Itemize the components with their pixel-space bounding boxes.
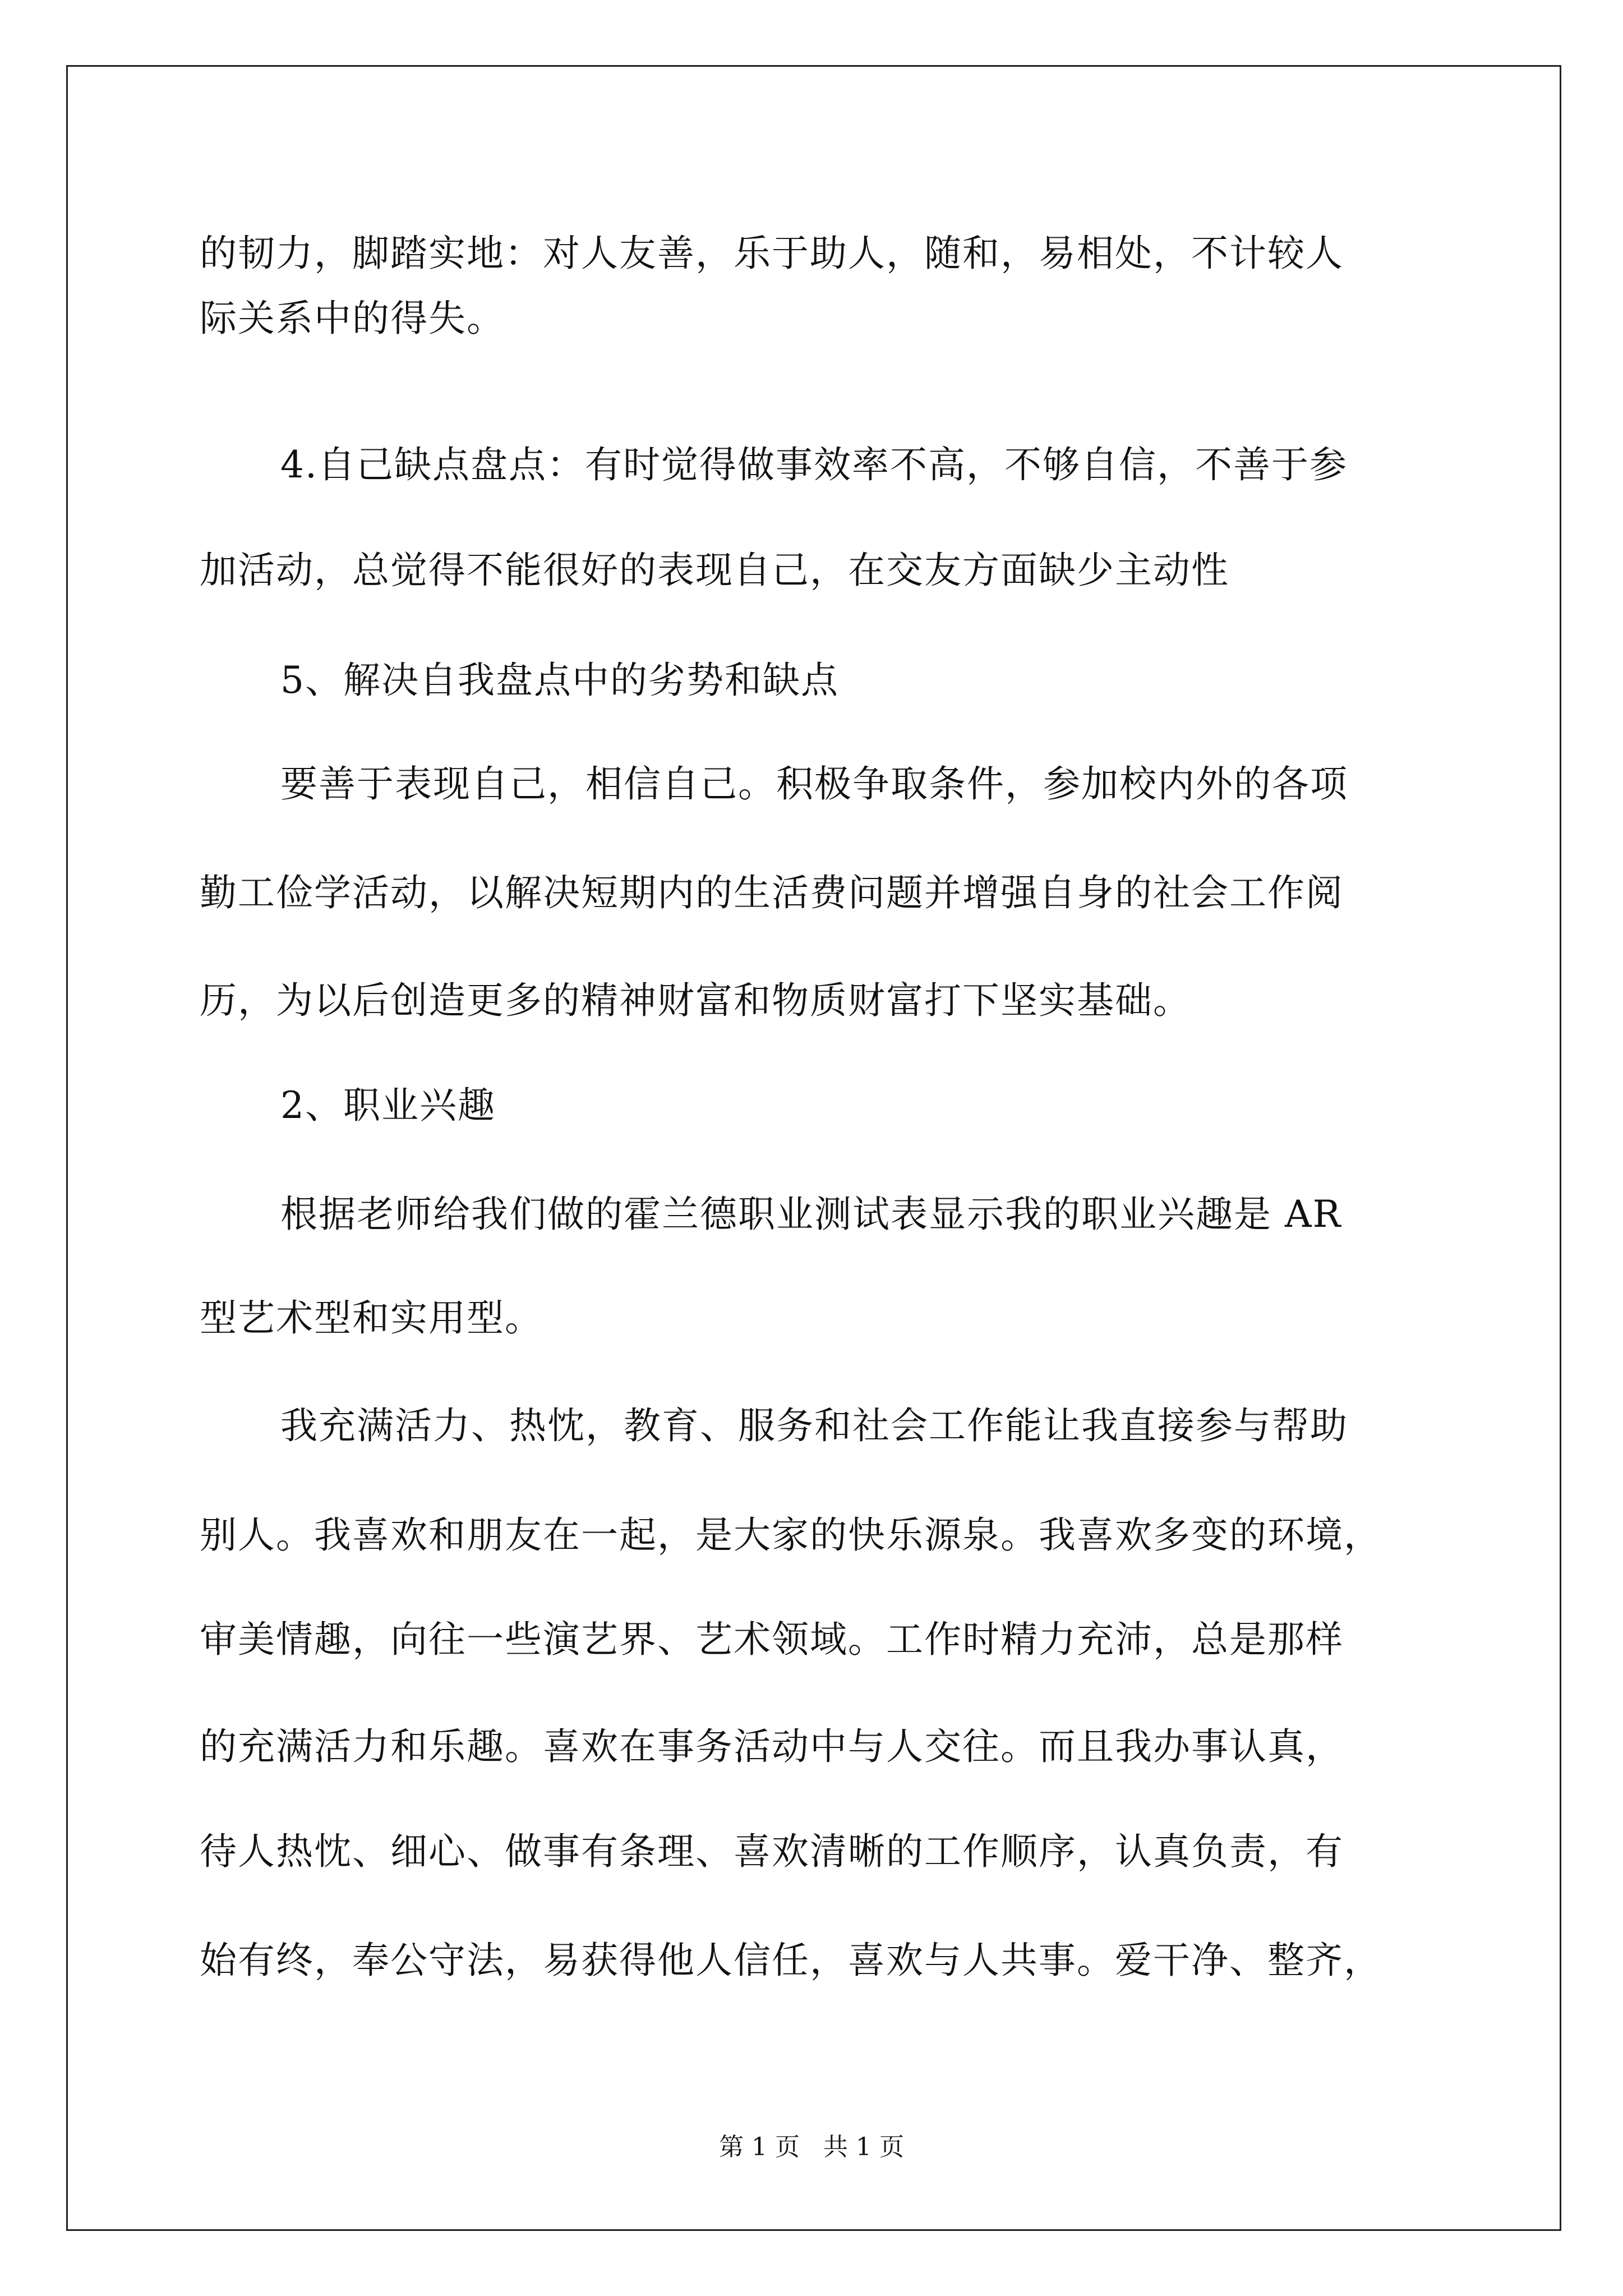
page-border: [66, 65, 1561, 2231]
page-number-footer: 第 1 页 共 1 页: [719, 2133, 904, 2161]
body-line: 的充满活力和乐趣。喜欢在事务活动中与人交往。而且我办事认真，: [200, 1725, 1344, 1768]
body-line: 别人。我喜欢和朋友在一起，是大家的快乐源泉。我喜欢多变的环境，: [200, 1513, 1382, 1557]
body-line: 我充满活力、热忱，教育、服务和社会工作能让我直接参与帮助: [280, 1404, 1348, 1447]
section-heading: 5、解决自我盘点中的劣势和缺点: [280, 659, 839, 702]
body-line: 要善于表现自己，相信自己。积极争取条件，参加校内外的各项: [280, 762, 1348, 806]
body-line: 型艺术型和实用型。: [200, 1296, 543, 1340]
body-line: 4.自己缺点盘点：有时觉得做事效率不高，不够自信，不善于参: [280, 443, 1348, 486]
body-line: 勤工俭学活动，以解决短期内的生活费问题并增强自身的社会工作阅: [200, 871, 1344, 914]
body-line: 加活动，总觉得不能很好的表现自己，在交友方面缺少主动性: [200, 549, 1229, 592]
body-line: 历，为以后创造更多的精神财富和物质财富打下坚实基础。: [200, 979, 1191, 1022]
body-line: 始有终，奉公守法，易获得他人信任，喜欢与人共事。爱干净、整齐，: [200, 1939, 1382, 1982]
section-heading: 2、职业兴趣: [280, 1084, 496, 1127]
body-line: 待人热忱、细心、做事有条理、喜欢清晰的工作顺序，认真负责，有: [200, 1830, 1344, 1873]
body-line: 审美情趣，向往一些演艺界、艺术领域。工作时精力充沛，总是那样: [200, 1618, 1344, 1661]
body-line: 际关系中的得失。: [200, 297, 505, 340]
body-line: 的韧力，脚踏实地：对人友善，乐于助人，随和，易相处，不计较人: [200, 232, 1344, 275]
body-line: 根据老师给我们做的霍兰德职业测试表显示我的职业兴趣是 AR: [280, 1193, 1342, 1236]
